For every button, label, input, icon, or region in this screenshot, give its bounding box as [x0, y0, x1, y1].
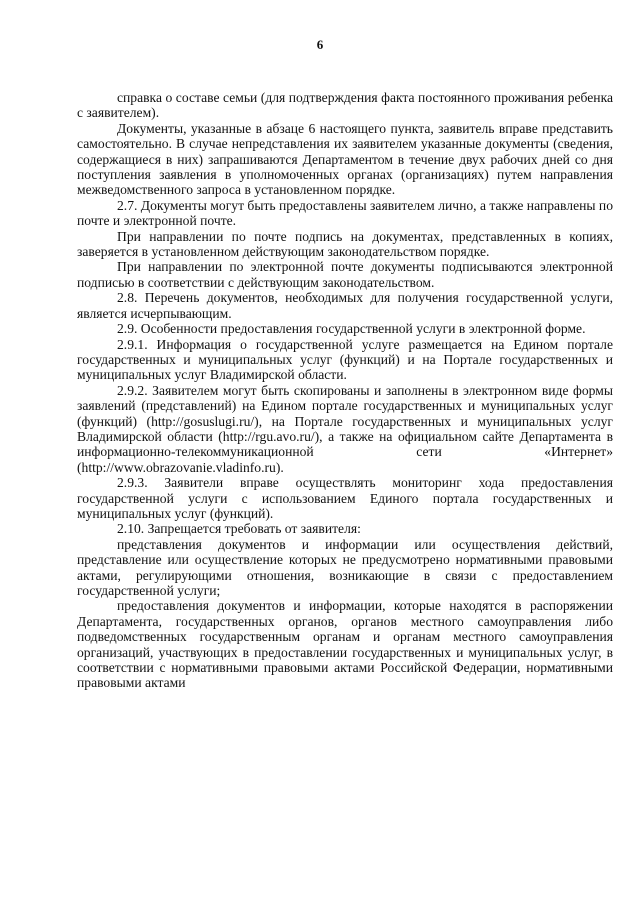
- paragraph-2-9-2: 2.9.2. Заявителем могут быть скопированы и заполнены в электронном виде формы заявлений (представлений) на Едином портале государственных и муниципальных услуг (функций) (http://gosuslugi.ru/), на Портале государственных и муниципальных услуг Владимирской области (http://rgu.avo.ru/), а также на официальном сайте Департамента в информационно-телекоммуникационной сети «Интернет» (http://www.obrazovanie.vladinfo.ru).: [77, 382, 613, 475]
- paragraph-documents-self-submit: Документы, указанные в абзаце 6 настоящего пункта, заявитель вправе представить самостоятельно. В случае непредставления их заявителем указанные документы (сведения, содержащиеся в них) запрашиваются Департаментом в течение двух рабочих дней со дня поступления заявления в уполномоченных органах (организациях) путем направления межведомственного запроса в установленном порядке.: [77, 120, 613, 198]
- document-body: [77, 90, 613, 691]
- paragraph-family-certificate: справка о составе семьи (для подтверждения факта постоянного проживания ребенка с заявителем).: [77, 90, 613, 121]
- paragraph-2-9-1: 2.9.1. Информация о государственной услуге размещается на Едином портале государственных и муниципальных услуг (функций) и на Портале государственных и муниципальных услуг Владимирской области.: [77, 336, 613, 383]
- paragraph-prohibition-2: предоставления документов и информации, которые находятся в распоряжении Департамента, государственных органов, органов местного самоуправления либо подведомственных государственным органам и органам местного самоуправления организаций, участвующих в предоставлении государственных и муниципальных услуг, в соответствии с нормативными правовыми актами Российской Федерации, нормативными правовыми актами: [77, 598, 613, 691]
- paragraph-prohibition-1: представления документов и информации или осуществления действий, представление или осуществление которых не предусмотрено нормативными правовыми актами, регулирующими отношения, возникающие в связи с предоставлением государственной услуги;: [77, 536, 613, 598]
- paragraph-2-9-3: 2.9.3. Заявители вправе осуществлять мониторинг хода предоставления государственной услуги с использованием Единого портала государственных и муниципальных услуг (функций).: [77, 475, 613, 521]
- paragraph-2-8: 2.8. Перечень документов, необходимых для получения государственной услуги, является исчерпывающим.: [77, 290, 613, 321]
- paragraph-2-7: 2.7. Документы могут быть предоставлены заявителем лично, а также направлены по почте и электронной почте.: [77, 197, 613, 229]
- paragraph-2-9: 2.9. Особенности предоставления государственной услуги в электронной форме.: [117, 321, 586, 337]
- paragraph-electronic-signature: При направлении по электронной почте документы подписываются электронной подписью в соответствии с действующим законодательством.: [77, 259, 613, 290]
- paragraph-postal-signature: При направлении по почте подпись на документах, представленных в копиях, заверяется в установленном действующим законодательством порядке.: [77, 228, 613, 260]
- paragraph-2-10: 2.10. Запрещается требовать от заявителя:: [117, 521, 361, 537]
- page-number: 6: [316, 37, 324, 52]
